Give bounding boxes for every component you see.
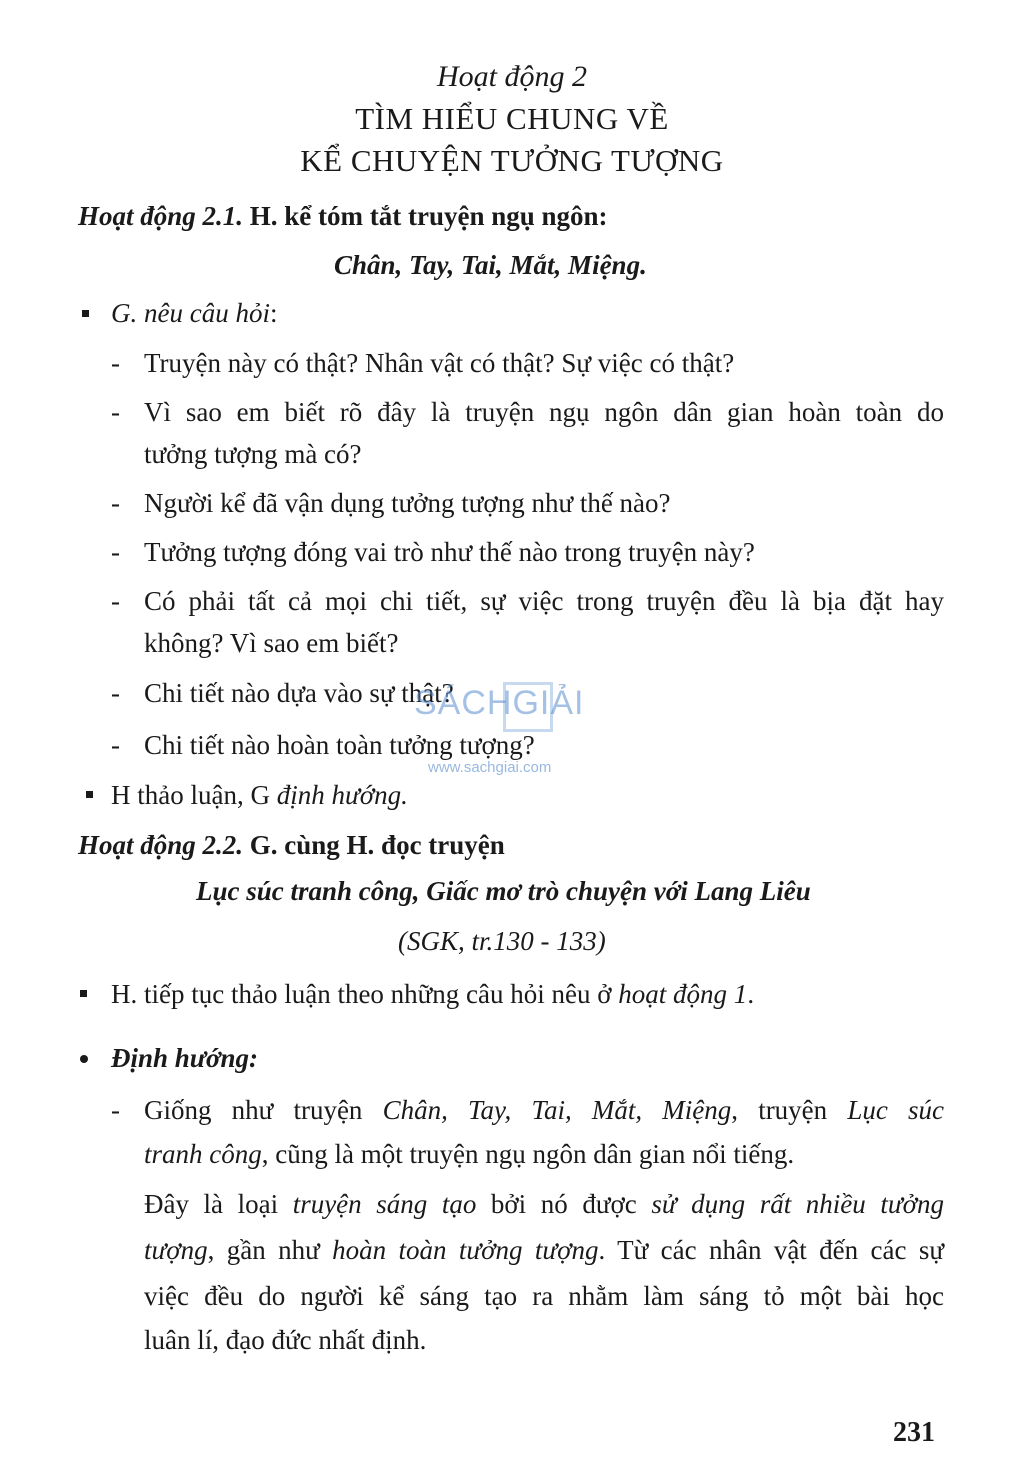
- round-bullet: [80, 1055, 88, 1063]
- square-bullet: [80, 990, 87, 997]
- story-titles: Lục súc tranh công, Giấc mơ trò chuyện với Lang Liêu: [196, 876, 811, 906]
- dash-marker: -: [111, 397, 120, 427]
- watermark-url: www.sachgiai.com: [428, 759, 552, 776]
- question-4: Tưởng tượng đóng vai trò như thế nào trong truyện này?: [144, 537, 755, 567]
- p1-story-title-2a: Lục súc: [847, 1095, 944, 1125]
- teacher-questions-label: [111, 300, 277, 327]
- p2-text-a: Đây là loại: [144, 1189, 293, 1219]
- dash-marker: -: [111, 348, 120, 378]
- p2-italic-e: tượng: [144, 1235, 208, 1265]
- p1-text-c: , truyện: [731, 1095, 848, 1125]
- activity-2-2-lead: Hoạt động 2.2.: [78, 830, 244, 860]
- orientation-p1-line-1: [144, 1097, 944, 1124]
- section-title-line-2: KỂ CHUYỆN TƯỞNG TƯỢNG: [300, 143, 724, 178]
- p1-text-a: Giống như truyện: [144, 1095, 383, 1125]
- question-2-line-1: Vì sao em biết rõ đây là truyện ngụ ngôn dân gian hoàn toàn do: [144, 397, 944, 427]
- activity-2-1-heading: [78, 203, 608, 230]
- p2-text-h: . Từ các nhân vật đến các sự: [598, 1235, 944, 1265]
- dash-marker: -: [111, 488, 120, 518]
- continue-text: H. tiếp tục thảo luận theo những câu hỏi nêu ở: [111, 979, 619, 1009]
- p2-italic-g: hoàn toàn tưởng tượng: [332, 1235, 599, 1265]
- dash-marker: -: [111, 586, 120, 616]
- orientation-p2-line-1: [144, 1191, 944, 1218]
- continue-end: .: [747, 979, 755, 1009]
- continue-italic: hoạt động 1: [618, 979, 748, 1009]
- page-number: 231: [893, 1417, 935, 1448]
- orientation-label: Định hướng:: [111, 1043, 258, 1073]
- dash-marker: -: [111, 678, 120, 708]
- orientation-p2-line-2: [144, 1237, 944, 1264]
- teacher-questions-colon: :: [269, 298, 278, 328]
- square-bullet: [82, 310, 89, 317]
- section-title-line-1: TÌM HIỂU CHUNG VỀ: [355, 101, 669, 136]
- activity-2-2-text: G. cùng H. đọc truyện: [243, 830, 505, 860]
- discussion-line: [111, 782, 408, 809]
- p2-italic-b: truyện sáng tạo: [292, 1189, 477, 1219]
- question-5-line-1: Có phải tất cả mọi chi tiết, sự việc trong truyện đều là bịa đặt hay: [144, 586, 944, 616]
- square-bullet: [86, 791, 93, 798]
- p1-story-title-2b: tranh công: [144, 1139, 262, 1169]
- source-reference: (SGK, tr.130 - 133): [398, 926, 606, 956]
- story-title-chan-tay: Chân, Tay, Tai, Mắt, Miệng.: [334, 250, 647, 280]
- watermark-logo-text: SÁCHGIẢI: [414, 684, 585, 722]
- orientation-p1-line-2: [144, 1141, 794, 1168]
- dash-marker: -: [111, 1095, 120, 1125]
- question-6: Chi tiết nào dựa vào sự thật?: [144, 678, 454, 708]
- question-3: Người kể đã vận dụng tưởng tượng như thế nào?: [144, 488, 671, 518]
- orientation-p2-line-3: việc đều do người kể sáng tạo ra nhằm làm sáng tỏ một bài học: [144, 1281, 944, 1311]
- question-1: Truyện này có thật? Nhân vật có thật? Sự việc có thật?: [144, 348, 735, 378]
- question-2-line-2: tưởng tượng mà có?: [144, 439, 362, 469]
- discussion-italic: định hướng.: [276, 780, 408, 810]
- activity-kicker: Hoạt động 2: [437, 60, 587, 93]
- discussion-text: H thảo luận, G: [111, 780, 277, 810]
- activity-2-1-text: H. kể tóm tắt truyện ngụ ngôn:: [243, 201, 608, 231]
- teacher-questions-label-text: G. nêu câu hỏi: [111, 298, 270, 328]
- question-7: Chi tiết nào hoàn toàn tưởng tượng?: [144, 730, 535, 760]
- continue-line: [111, 981, 754, 1008]
- p1-story-title: Chân, Tay, Tai, Mắt, Miệng: [382, 1095, 732, 1125]
- p1-text-f: , cũng là một truyện ngụ ngôn dân gian nổi tiếng.: [261, 1139, 795, 1169]
- dash-marker: -: [111, 537, 120, 567]
- orientation-p2-line-4: luân lí, đạo đức nhất định.: [144, 1325, 427, 1355]
- activity-2-1-lead: Hoạt động 2.1.: [78, 201, 244, 231]
- dash-marker: -: [111, 730, 120, 760]
- p2-italic-d: sử dụng rất nhiều tưởng: [651, 1189, 944, 1219]
- p2-text-f: , gần như: [207, 1235, 333, 1265]
- activity-2-2-heading: [78, 832, 505, 859]
- sachgiai-watermark: [410, 682, 620, 776]
- p2-text-c: bởi nó được: [476, 1189, 652, 1219]
- question-5-line-2: không? Vì sao em biết?: [144, 628, 399, 658]
